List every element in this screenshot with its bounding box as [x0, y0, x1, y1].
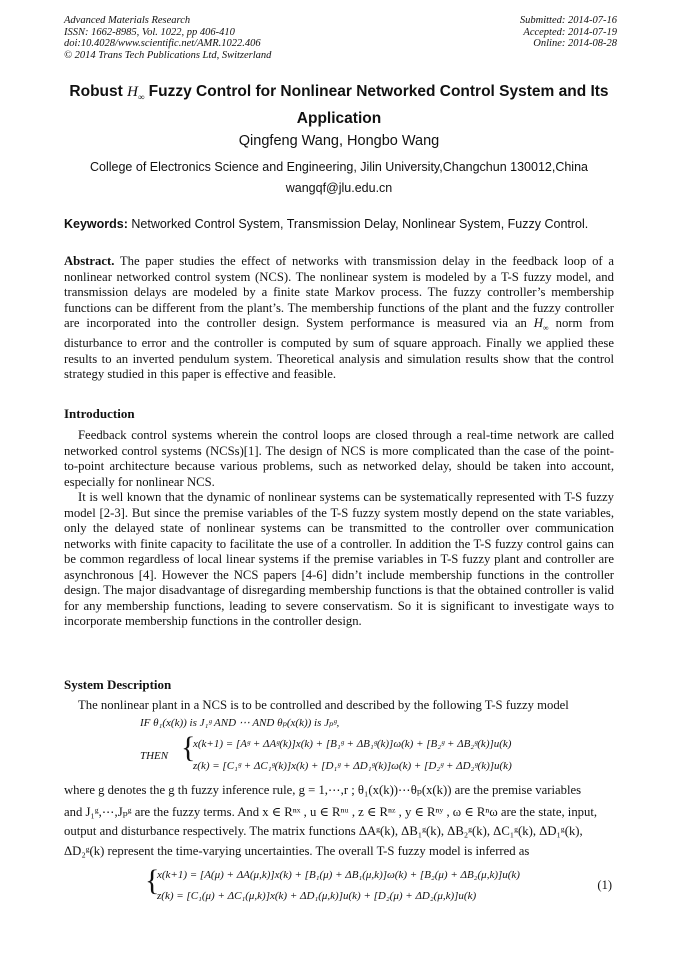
definition-line-1: where g denotes the g th fuzzy inference rule, g = 1,⋯,r ; θ₁(x(k))⋯θₚ(x(k)) are the premise variables [64, 783, 582, 797]
equation-number: (1) [597, 878, 612, 892]
system-description-paragraph-1: The nonlinear plant in a NCS is to be controlled and described by the following T-S fuzzy model [78, 698, 569, 712]
system-description-paragraph-2 [64, 783, 614, 859]
fuzzy-rule-output-equation: z(k) = [C₁ᵍ + ΔC₁ᵍ(k)]x(k) + [D₁ᵍ + ΔD₁ᵍ(k)]ω(k) + [D₂ᵍ + ΔD₂ᵍ(k)]u(k) [193, 760, 512, 772]
journal-name: Advanced Materials Research [64, 15, 191, 26]
overall-model-brace: { [145, 864, 160, 897]
definition-line-3: output and disturbance respectively. The matrix functions ΔAᵍ(k), ΔB₁ᵍ(k), ΔB₂ᵍ(k), ΔC₁ᵍ(k), ΔD₁ᵍ(k), [64, 824, 583, 839]
rule-brace: { [181, 731, 196, 764]
abstract-label: Abstract. [64, 254, 115, 268]
system-description-heading: System Description [64, 677, 172, 692]
definition-line-2: and J₁ᵍ,⋯,Jₚᵍ are the fuzzy terms. And x ∈ Rⁿˣ , u ∈ Rⁿᵘ , z ∈ Rⁿᶻ , y ∈ Rⁿʸ , ω ∈ Rⁿω are the state, input, [64, 804, 598, 819]
abstract-paragraph: Abstract. The paper studies the effect of networks with transmission delay in the feedback loop of a nonlinear networked control system (NCS). The nonlinear system is modeled by a T-S fuzzy model, and transmission delays are modeled by a finite state Markov process. The fuzzy controller’s membership functions can be different from the plant’s. The membership functions of the plant and the fuzzy controller are incorporated into the controller design. System performance is measured via an $H_\infty$ norm from disturbance to error and the controller is computed by sum of square approach. Finally we applied these results to an inverted pendulum system. Theoretical analysis and simulation results show that the control strategy studied in this paper is effective and feasible. [64, 254, 615, 382]
accepted-date: Accepted: 2014-07-19 [523, 26, 617, 38]
author-affiliation: College of Electronics Science and Engineering, Jilin University,Changchun 130012,China [90, 160, 588, 174]
intro-paragraph-2: It is well known that the dynamic of nonlinear systems can be systematically represented with T-S fuzzy model [2-3]. But since the premise variables of the T-S fuzzy system mostly depend on the state variables, only the delayed state of nonlinear systems can be transmitted to the controller over communication networks with finite capacity to facilitate the use of a controller. In addition the T-S fuzzy control gains can be common regardless of local linear systems if the premise variables in T-S fuzzy plant and controller are asynchronous [4]. However the NCS papers [4-6] didn’t include membership functions in the controller design. The major disadvantage of disregarding membership functions is that the obtained controller is valid for any membership functions, leading to severe conservatism. So it is significant to investigate ways to incorporate membership functions in the controller design. [64, 490, 614, 629]
fuzzy-rule-state-equation: x(k+1) = [Aᵍ + ΔAᵍ(k)]x(k) + [B₁ᵍ + ΔB₁ᵍ(k)]ω(k) + [B₂ᵍ + ΔB₂ᵍ(k)]u(k) [193, 738, 512, 750]
h-infinity-inline: $H_\infty$ [533, 316, 549, 333]
fuzzy-rule-then: THEN [140, 750, 169, 762]
keywords-text: Networked Control System, Transmission Delay, Nonlinear System, Fuzzy Control. [127, 217, 589, 231]
doi-line: doi:10.4028/www.scientific.net/AMR.1022.406 [64, 38, 261, 49]
definition-line-4: ΔD₂ᵍ(k) represent the time-varying uncertainties. The overall T-S fuzzy model is inferred as [64, 843, 530, 858]
paper-authors: Qingfeng Wang, Hongbo Wang [238, 133, 440, 149]
keywords-label: Keywords: [64, 217, 128, 231]
issn-line: ISSN: 1662-8985, Vol. 1022, pp 406-410 [64, 26, 235, 38]
paper-title: Robust $H_\infty$ Fuzzy Control for Nonlinear Networked Control System and Its Application [69, 83, 609, 127]
journal-header-left [64, 15, 271, 61]
h-infinity-symbol: $H_\infty$ [127, 84, 145, 102]
journal-header-right [520, 15, 617, 50]
intro-paragraph-1: Feedback control systems wherein the control loops are closed through a real-time network are called networked control systems (NCSs)[1]. The design of NCS is more complicated than the case of the point-to-point architecture because various problems, such as networked delay, should be taken into account, especially for nonlinear NCS. [64, 428, 614, 489]
overall-state-equation: x(k+1) = [A(μ) + ΔA(μ,k)]x(k) + [B₁(μ) + ΔB₁(μ,k)]ω(k) + [B₂(μ) + ΔB₂(μ,k)]u(k) [157, 869, 520, 881]
keywords-line [64, 217, 588, 231]
overall-output-equation: z(k) = [C₁(μ) + ΔC₁(μ,k)]x(k) + ΔD₁(μ,k)]u(k) + [D₂(μ) + ΔD₂(μ,k)]u(k) [157, 890, 477, 902]
introduction-heading: Introduction [64, 406, 135, 421]
copyright-line: © 2014 Trans Tech Publications Ltd, Switzerland [64, 49, 272, 61]
fuzzy-rule-if: IF θ₁(x(k)) is J₁ᵍ AND ⋯ AND θₚ(x(k)) is Jₚᵍ, [140, 717, 340, 729]
submitted-date: Submitted: 2014-07-16 [519, 15, 617, 26]
online-date: Online: 2014-08-28 [533, 38, 617, 49]
author-email: wangqf@jlu.edu.cn [285, 181, 393, 195]
